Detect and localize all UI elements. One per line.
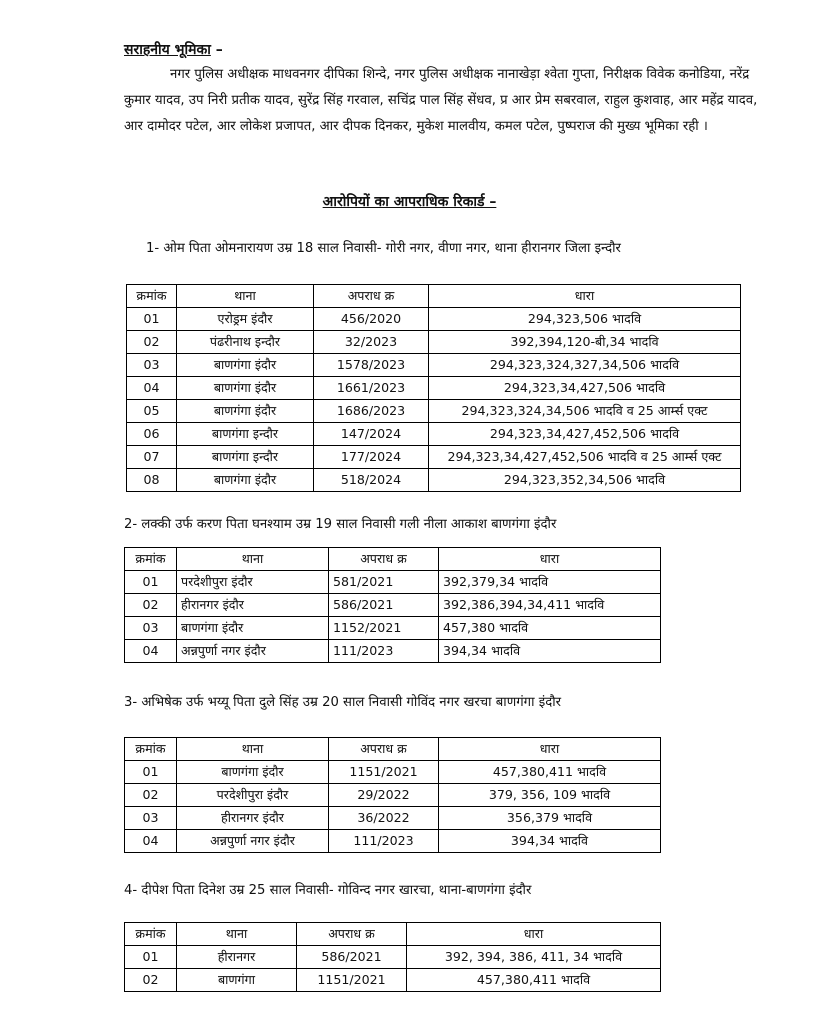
- table-row: [125, 807, 661, 830]
- cell-sections: 457,380,411 भादवि: [439, 761, 661, 784]
- table-header-row: [127, 285, 741, 308]
- cell-crime-number: 1661/2023: [314, 377, 429, 400]
- cell-crime-number: 36/2022: [329, 807, 439, 830]
- cell-crime-number: 586/2021: [329, 594, 439, 617]
- cell-crime-number: 147/2024: [314, 423, 429, 446]
- cell-serial: 06: [127, 423, 177, 446]
- cell-station: परदेशीपुरा इंदौर: [177, 784, 329, 807]
- records-table-accused-1: [126, 284, 741, 492]
- cell-serial: 04: [125, 640, 177, 663]
- cell-station: बाणगंगा इन्दौर: [177, 446, 314, 469]
- header-station: थाना: [177, 285, 314, 308]
- cell-sections: 457,380,411 भादवि: [407, 969, 661, 992]
- cell-crime-number: 1151/2021: [297, 969, 407, 992]
- praise-paragraph: [124, 62, 764, 140]
- cell-crime-number: 1686/2023: [314, 400, 429, 423]
- accused-3-label: 3- अभिषेक उर्फ भय्यू पिता दुले सिंह उम्र 20 साल निवासी गोविंद नगर खरचा बाणगंगा इंदौर: [124, 695, 561, 710]
- records-table-accused-3: [124, 737, 661, 853]
- header-serial: क्रमांक: [127, 285, 177, 308]
- praise-heading-dash: –: [210, 42, 223, 58]
- cell-crime-number: 586/2021: [297, 946, 407, 969]
- cell-sections: 394,34 भादवि: [439, 640, 661, 663]
- accused-2-label: 2- लक्की उर्फ करण पिता घनश्याम उम्र 19 साल निवासी गली नीला आकाश बाणगंगा इंदौर: [124, 517, 557, 532]
- header-station: थाना: [177, 548, 329, 571]
- table-row: [127, 354, 741, 377]
- cell-station: बाणगंगा इंदौर: [177, 377, 314, 400]
- cell-sections: 294,323,352,34,506 भादवि: [429, 469, 741, 492]
- table-row: [125, 571, 661, 594]
- table-row: [127, 377, 741, 400]
- cell-serial: 04: [125, 830, 177, 853]
- cell-station: हीरानगर: [177, 946, 297, 969]
- header-crime-number: अपराध क्र: [329, 738, 439, 761]
- table-header-row: [125, 548, 661, 571]
- table-row: [127, 308, 741, 331]
- cell-sections: 457,380 भादवि: [439, 617, 661, 640]
- table-row: [125, 640, 661, 663]
- cell-station: बाणगंगा इंदौर: [177, 761, 329, 784]
- cell-serial: 01: [125, 946, 177, 969]
- cell-crime-number: 111/2023: [329, 830, 439, 853]
- records-title: आरोपियों का आपराधिक रिकार्ड –: [322, 194, 497, 210]
- header-crime-number: अपराध क्र: [297, 923, 407, 946]
- cell-crime-number: 456/2020: [314, 308, 429, 331]
- cell-sections: 294,323,324,34,506 भादवि व 25 आर्म्स एक्ट: [429, 400, 741, 423]
- cell-serial: 02: [125, 594, 177, 617]
- records-table-accused-2: [124, 547, 661, 663]
- cell-serial: 03: [125, 617, 177, 640]
- accused-4-label: 4- दीपेश पिता दिनेश उम्र 25 साल निवासी- गोविन्द नगर खारचा, थाना-बाणगंगा इंदौर: [124, 883, 532, 898]
- cell-crime-number: 111/2023: [329, 640, 439, 663]
- cell-station: पंढरीनाथ इन्दौर: [177, 331, 314, 354]
- cell-serial: 03: [127, 354, 177, 377]
- cell-station: बाणगंगा इन्दौर: [177, 423, 314, 446]
- cell-serial: 04: [127, 377, 177, 400]
- cell-station: अन्नपुर्णा नगर इंदौर: [177, 830, 329, 853]
- table-header-row: [125, 923, 661, 946]
- header-sections: धारा: [429, 285, 741, 308]
- cell-serial: 02: [127, 331, 177, 354]
- cell-sections: 294,323,34,427,452,506 भादवि: [429, 423, 741, 446]
- cell-station: हीरानगर इंदौर: [177, 807, 329, 830]
- cell-sections: 392,394,120-बी,34 भादवि: [429, 331, 741, 354]
- table-row: [127, 423, 741, 446]
- cell-station: बाणगंगा इंदौर: [177, 469, 314, 492]
- praise-text: नगर पुलिस अधीक्षक माधवनगर दीपिका शिन्दे, नगर पुलिस अधीक्षक नानाखेड़ा श्वेता गुप्ता, निरीक्षक विवेक कनोडिया, नरेंद्र कुमार यादव, उप निरी प्रतीक यादव, सुरेंद्र सिंह गरवाल, सचिंद्र पाल सिंह सेंधव, प्र आर प्रेम सबरवाल, राहुल कुशवाह, आर महेंद्र यादव, आर दामोदर पटेल, आर लोकेश प्रजापत, आर दीपक दिनकर, मुकेश मालवीय, कमल पटेल, पुष्पराज की मुख्य भूमिका रही ।: [124, 67, 758, 134]
- header-crime-number: अपराध क्र: [314, 285, 429, 308]
- cell-sections: 379, 356, 109 भादवि: [439, 784, 661, 807]
- cell-serial: 03: [125, 807, 177, 830]
- cell-crime-number: 581/2021: [329, 571, 439, 594]
- table-row: [125, 784, 661, 807]
- cell-station: अन्नपुर्णा नगर इंदौर: [177, 640, 329, 663]
- cell-crime-number: 518/2024: [314, 469, 429, 492]
- table-row: [125, 830, 661, 853]
- cell-station: परदेशीपुरा इंदौर: [177, 571, 329, 594]
- header-crime-number: अपराध क्र: [329, 548, 439, 571]
- table-row: [125, 594, 661, 617]
- praise-heading-text: सराहनीय भूमिका: [124, 42, 211, 58]
- table-row: [125, 761, 661, 784]
- records-table-accused-4: [124, 922, 661, 992]
- header-station: थाना: [177, 738, 329, 761]
- table-header-row: [125, 738, 661, 761]
- cell-serial: 08: [127, 469, 177, 492]
- header-serial: क्रमांक: [125, 738, 177, 761]
- cell-sections: 392,386,394,34,411 भादवि: [439, 594, 661, 617]
- cell-serial: 01: [125, 761, 177, 784]
- cell-station: बाणगंगा इंदौर: [177, 617, 329, 640]
- cell-sections: 294,323,506 भादवि: [429, 308, 741, 331]
- praise-heading: [124, 40, 223, 59]
- cell-station: हीरानगर इंदौर: [177, 594, 329, 617]
- cell-crime-number: 1152/2021: [329, 617, 439, 640]
- table-row: [125, 946, 661, 969]
- cell-crime-number: 29/2022: [329, 784, 439, 807]
- cell-crime-number: 1151/2021: [329, 761, 439, 784]
- cell-serial: 02: [125, 784, 177, 807]
- table-row: [127, 469, 741, 492]
- cell-station: एरोड्रम इंदौर: [177, 308, 314, 331]
- header-sections: धारा: [439, 548, 661, 571]
- cell-station: बाणगंगा: [177, 969, 297, 992]
- cell-sections: 356,379 भादवि: [439, 807, 661, 830]
- cell-crime-number: 1578/2023: [314, 354, 429, 377]
- header-station: थाना: [177, 923, 297, 946]
- cell-sections: 294,323,34,427,506 भादवि: [429, 377, 741, 400]
- cell-sections: 394,34 भादवि: [439, 830, 661, 853]
- cell-sections: 392, 394, 386, 411, 34 भादवि: [407, 946, 661, 969]
- cell-serial: 05: [127, 400, 177, 423]
- table-row: [127, 446, 741, 469]
- header-serial: क्रमांक: [125, 548, 177, 571]
- header-sections: धारा: [407, 923, 661, 946]
- header-serial: क्रमांक: [125, 923, 177, 946]
- cell-sections: 294,323,324,327,34,506 भादवि: [429, 354, 741, 377]
- cell-serial: 07: [127, 446, 177, 469]
- cell-serial: 01: [125, 571, 177, 594]
- cell-station: बाणगंगा इंदौर: [177, 354, 314, 377]
- table-row: [125, 969, 661, 992]
- cell-crime-number: 32/2023: [314, 331, 429, 354]
- table-row: [127, 400, 741, 423]
- accused-1-label: 1- ओम पिता ओमनारायण उम्र 18 साल निवासी- गोरी नगर, वीणा नगर, थाना हीरानगर जिला इन्दौर: [146, 241, 621, 256]
- table-row: [127, 331, 741, 354]
- header-sections: धारा: [439, 738, 661, 761]
- cell-sections: 392,379,34 भादवि: [439, 571, 661, 594]
- cell-serial: 02: [125, 969, 177, 992]
- cell-crime-number: 177/2024: [314, 446, 429, 469]
- cell-station: बाणगंगा इंदौर: [177, 400, 314, 423]
- cell-serial: 01: [127, 308, 177, 331]
- table-row: [125, 617, 661, 640]
- cell-sections: 294,323,34,427,452,506 भादवि व 25 आर्म्स एक्ट: [429, 446, 741, 469]
